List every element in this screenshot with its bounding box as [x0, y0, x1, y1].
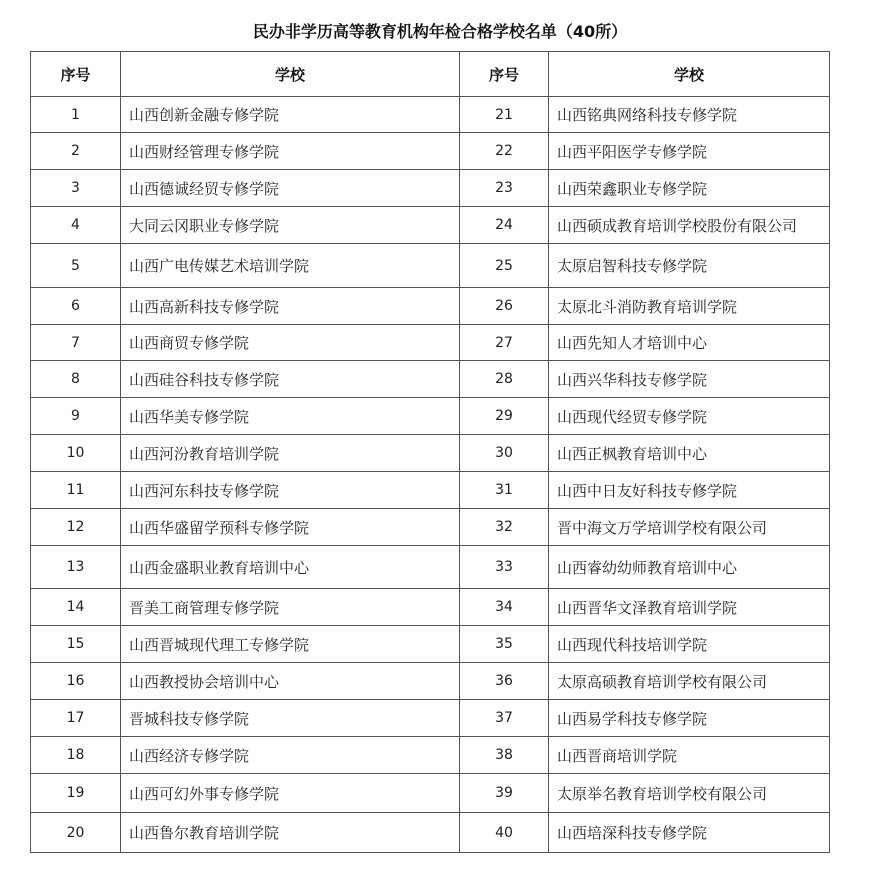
row-number: 26	[460, 288, 549, 325]
school-name: 山西德诚经贸专修学院	[121, 170, 460, 207]
school-name: 太原北斗消防教育培训学院	[549, 288, 830, 325]
table-row	[31, 509, 830, 546]
school-name: 晋美工商管理专修学院	[121, 589, 460, 626]
row-number: 7	[31, 325, 121, 361]
school-name: 山西平阳医学专修学院	[549, 133, 830, 170]
row-number: 16	[31, 663, 121, 700]
school-name: 山西铭典网络科技专修学院	[549, 97, 830, 133]
school-name: 晋城科技专修学院	[121, 700, 460, 737]
school-name: 山西可幻外事专修学院	[121, 774, 460, 813]
row-number: 11	[31, 472, 121, 509]
table-row	[31, 589, 830, 626]
row-number: 24	[460, 207, 549, 244]
table-row	[31, 737, 830, 774]
school-name: 山西教授协会培训中心	[121, 663, 460, 700]
school-name: 山西易学科技专修学院	[549, 700, 830, 737]
header-school: 学校	[549, 52, 830, 97]
row-number: 8	[31, 361, 121, 398]
school-name: 山西现代科技培训学院	[549, 626, 830, 663]
school-name: 山西河汾教育培训学院	[121, 435, 460, 472]
school-name: 山西广电传媒艺术培训学院	[121, 244, 460, 288]
table-row	[31, 97, 830, 133]
row-number: 1	[31, 97, 121, 133]
row-number: 5	[31, 244, 121, 288]
row-number: 29	[460, 398, 549, 435]
table-row	[31, 133, 830, 170]
school-name: 山西荣鑫职业专修学院	[549, 170, 830, 207]
row-number: 30	[460, 435, 549, 472]
table-row	[31, 288, 830, 325]
row-number: 32	[460, 509, 549, 546]
school-name: 山西睿幼幼师教育培训中心	[549, 546, 830, 589]
school-name: 山西正枫教育培训中心	[549, 435, 830, 472]
header-no: 序号	[31, 52, 121, 97]
row-number: 23	[460, 170, 549, 207]
school-table	[30, 51, 830, 853]
school-name: 山西培深科技专修学院	[549, 813, 830, 853]
row-number: 31	[460, 472, 549, 509]
school-name: 山西财经管理专修学院	[121, 133, 460, 170]
row-number: 22	[460, 133, 549, 170]
table-row	[31, 244, 830, 288]
table-row	[31, 546, 830, 589]
table-row	[31, 207, 830, 244]
row-number: 3	[31, 170, 121, 207]
table-row	[31, 361, 830, 398]
table-row	[31, 472, 830, 509]
table-row	[31, 700, 830, 737]
table-row	[31, 325, 830, 361]
table-row	[31, 663, 830, 700]
row-number: 14	[31, 589, 121, 626]
table-row	[31, 170, 830, 207]
school-name: 山西晋华文泽教育培训学院	[549, 589, 830, 626]
row-number: 40	[460, 813, 549, 853]
school-name: 山西先知人才培训中心	[549, 325, 830, 361]
school-name: 山西创新金融专修学院	[121, 97, 460, 133]
table-body	[31, 97, 830, 853]
school-name: 山西晋城现代理工专修学院	[121, 626, 460, 663]
table-row	[31, 774, 830, 813]
row-number: 36	[460, 663, 549, 700]
school-name: 山西鲁尔教育培训学院	[121, 813, 460, 853]
school-name: 山西硅谷科技专修学院	[121, 361, 460, 398]
table-header-row	[31, 52, 830, 97]
school-name: 大同云冈职业专修学院	[121, 207, 460, 244]
school-name: 太原启智科技专修学院	[549, 244, 830, 288]
row-number: 4	[31, 207, 121, 244]
row-number: 6	[31, 288, 121, 325]
school-name: 太原举名教育培训学校有限公司	[549, 774, 830, 813]
school-name: 太原高硕教育培训学校有限公司	[549, 663, 830, 700]
row-number: 18	[31, 737, 121, 774]
school-name: 山西硕成教育培训学校股份有限公司	[549, 207, 830, 244]
table-row	[31, 435, 830, 472]
school-name: 山西晋商培训学院	[549, 737, 830, 774]
row-number: 15	[31, 626, 121, 663]
row-number: 20	[31, 813, 121, 853]
row-number: 34	[460, 589, 549, 626]
school-name: 山西中日友好科技专修学院	[549, 472, 830, 509]
row-number: 25	[460, 244, 549, 288]
school-name: 山西华美专修学院	[121, 398, 460, 435]
table-row	[31, 813, 830, 853]
school-name: 晋中海文万学培训学校有限公司	[549, 509, 830, 546]
row-number: 10	[31, 435, 121, 472]
table-row	[31, 398, 830, 435]
row-number: 39	[460, 774, 549, 813]
school-name: 山西兴华科技专修学院	[549, 361, 830, 398]
row-number: 2	[31, 133, 121, 170]
row-number: 27	[460, 325, 549, 361]
row-number: 9	[31, 398, 121, 435]
row-number: 28	[460, 361, 549, 398]
school-name: 山西河东科技专修学院	[121, 472, 460, 509]
school-name: 山西高新科技专修学院	[121, 288, 460, 325]
row-number: 13	[31, 546, 121, 589]
school-name: 山西商贸专修学院	[121, 325, 460, 361]
row-number: 38	[460, 737, 549, 774]
page-title: 民办非学历高等教育机构年检合格学校名单（40所）	[252, 22, 628, 41]
school-name: 山西现代经贸专修学院	[549, 398, 830, 435]
row-number: 37	[460, 700, 549, 737]
row-number: 17	[31, 700, 121, 737]
school-name: 山西华盛留学预科专修学院	[121, 509, 460, 546]
row-number: 21	[460, 97, 549, 133]
row-number: 35	[460, 626, 549, 663]
row-number: 19	[31, 774, 121, 813]
row-number: 33	[460, 546, 549, 589]
table-row	[31, 626, 830, 663]
school-name: 山西金盛职业教育培训中心	[121, 546, 460, 589]
header-no: 序号	[460, 52, 549, 97]
school-name: 山西经济专修学院	[121, 737, 460, 774]
row-number: 12	[31, 509, 121, 546]
header-school: 学校	[121, 52, 460, 97]
